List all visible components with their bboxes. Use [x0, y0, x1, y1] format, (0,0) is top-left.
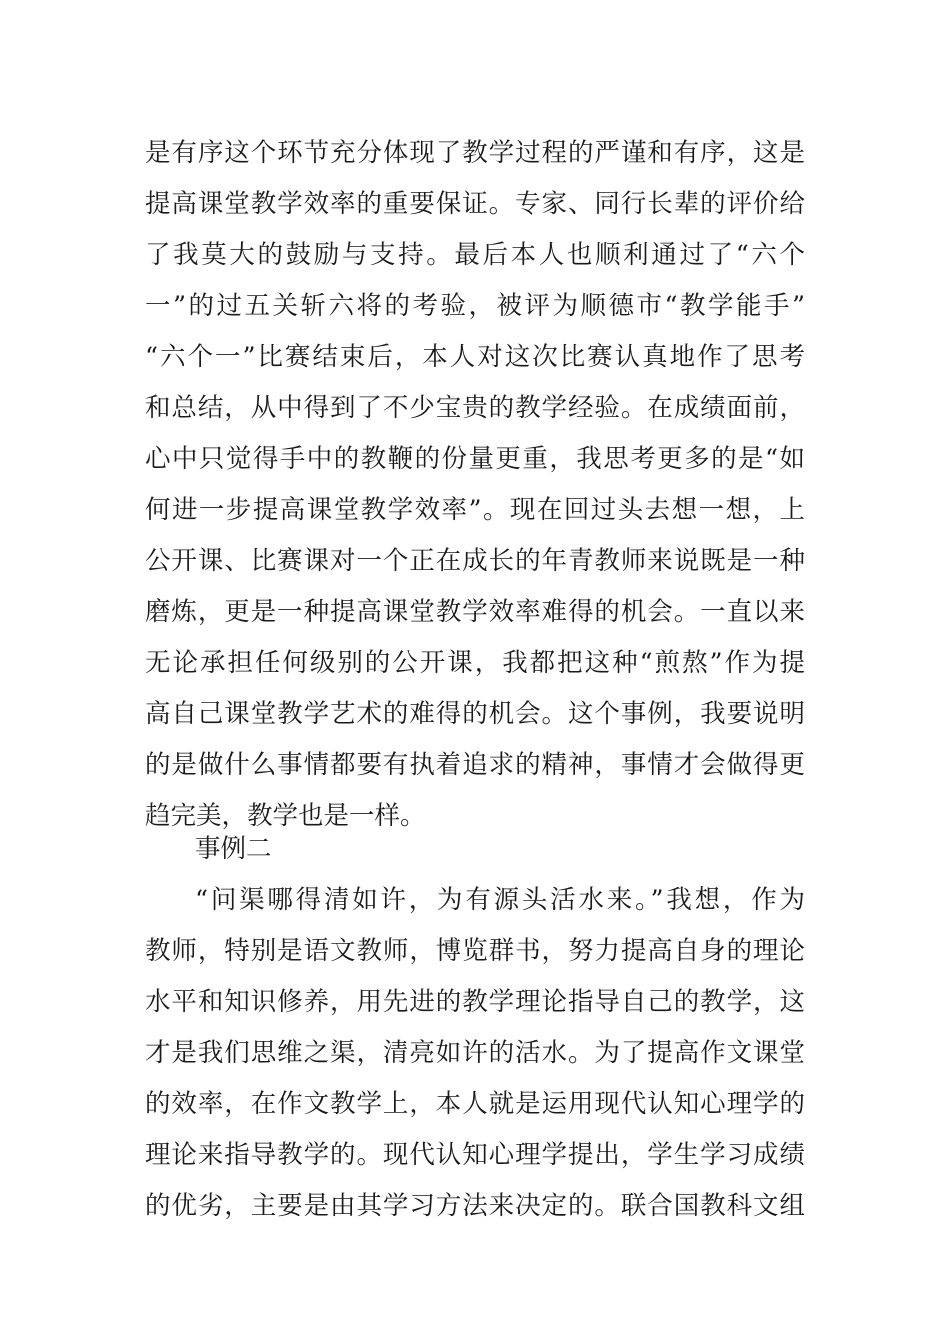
section-heading: 事例二 — [195, 834, 272, 864]
text-line: 趋完美，教学也是一样。 — [145, 801, 426, 831]
text-line: 了我莫大的鼓励与支持。最后本人也顺利通过了“六个 — [145, 240, 805, 270]
text-line: 理论来指导教学的。现代认知心理学提出，学生学习成绩 — [145, 1140, 805, 1170]
text-line: 提高课堂教学效率的重要保证。专家、同行长辈的评价给 — [145, 189, 805, 219]
text-line: 的是做什么事情都要有执着追求的精神，事情才会做得更 — [145, 750, 805, 780]
text-line: 无论承担任何级别的公开课，我都把这种“煎熬”作为提 — [145, 648, 805, 678]
text-line: “问渠哪得清如许，为有源头活水来。”我想，作为 — [195, 885, 805, 915]
text-line: 公开课、比赛课对一个正在成长的年青教师来说既是一种 — [145, 546, 805, 576]
text-line: 水平和知识修养，用先进的教学理论指导自己的教学，这 — [145, 987, 805, 1017]
text-line: 才是我们思维之渠，清亮如许的活水。为了提高作文课堂 — [145, 1038, 805, 1068]
text-line: 心中只觉得手中的教鞭的份量更重，我思考更多的是“如 — [145, 444, 805, 474]
text-line: 教师，特别是语文教师，博览群书，努力提高自身的理论 — [145, 936, 805, 966]
text-line: 是有序这个环节充分体现了教学过程的严谨和有序，这是 — [145, 138, 805, 168]
text-line: 和总结，从中得到了不少宝贵的教学经验。在成绩面前， — [145, 393, 805, 423]
text-line: 何进一步提高课堂教学效率”。现在回过头去想一想，上 — [145, 495, 805, 525]
text-line: “六个一”比赛结束后，本人对这次比赛认真地作了思考 — [145, 342, 805, 372]
text-line: 高自己课堂教学艺术的难得的机会。这个事例，我要说明 — [145, 699, 805, 729]
text-line: 一”的过五关斩六将的考验，被评为顺德市“教学能手” — [145, 291, 805, 321]
text-line: 的优劣，主要是由其学习方法来决定的。联合国教科文组 — [145, 1191, 805, 1221]
text-line: 的效率，在作文教学上，本人就是运用现代认知心理学的 — [145, 1089, 805, 1119]
text-line: 磨炼，更是一种提高课堂教学效率难得的机会。一直以来 — [145, 597, 805, 627]
